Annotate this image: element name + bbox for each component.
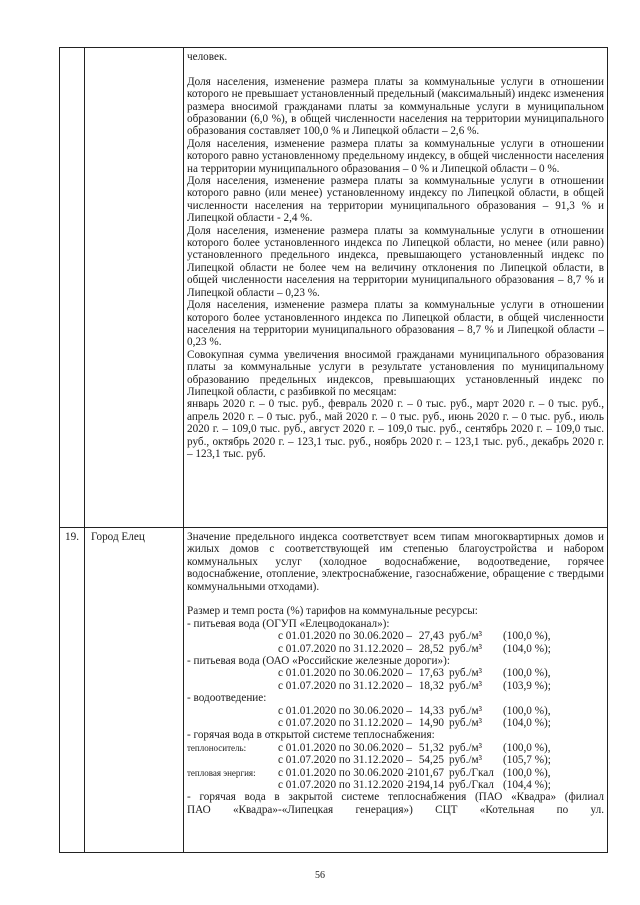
tariff-row (187, 705, 604, 717)
table-right-border (607, 47, 608, 853)
tariff-unit: руб./м³ (449, 667, 482, 680)
tariff-value: 54,25 (418, 754, 444, 767)
page-number: 56 (315, 870, 325, 881)
tariff-row (187, 717, 604, 729)
tariff-value: 18,32 (418, 679, 444, 692)
tariff-value: 28,52 (418, 642, 444, 655)
group-title: - питьевая вода (ОГУП «Елецводоканал»): (187, 617, 390, 630)
column-divider-2 (183, 47, 184, 853)
tariff-unit: руб./м³ (449, 630, 482, 643)
text-line: человек. (187, 51, 228, 63)
tariff-row (187, 680, 604, 692)
tariff-period: с 01.07.2020 по 31.12.2020 – (278, 778, 413, 791)
share-paragraph-4: Доля населения, изменение размера платы за коммунальные услуги в отношении которого более установленного индекса по Липецкой области, но менее (или равно) установленного предельного индекса, превышающего установленный индекс по Липецкой области не более чем на величину отклонения по Липецкой области, в общей численности населения на территории муниципального образования – 8,7 % и Липецкой области – 0,23 %. (187, 224, 604, 299)
tariff-unit: руб./м³ (449, 717, 482, 729)
share-paragraph-1: Доля населения, изменение размера платы за коммунальные услуги в отношении которого не превышает установленный предельный (максимальный) индекс изменения размера вносимой гражданами платы за коммунальные услуги в муниципальном образовании (6,0 %), в общей численности населения на территории муниципального образования составляет 100,0 % и Липецкой области – 2,6 %. (187, 75, 604, 138)
tariff-row (187, 767, 604, 779)
table-top-border (59, 47, 608, 48)
tariff-unit: руб./Гкал (449, 766, 494, 779)
tariff-row (187, 779, 604, 791)
tariff-period: с 01.01.2020 по 30.06.2020 – (278, 704, 413, 717)
tariffs-heading: Размер и темп роста (%) тарифов на коммунальные ресурсы: (187, 605, 478, 618)
column-divider-1 (84, 47, 85, 853)
tariff-growth: (100,0 %), (503, 766, 551, 779)
tariff-period: с 01.01.2020 по 30.06.2020 – (278, 630, 413, 643)
tariff-row (187, 742, 604, 754)
tariff-period: с 01.07.2020 по 31.12.2020 – (278, 754, 413, 767)
tariff-unit: руб./м³ (449, 741, 482, 754)
tariff-period: с 01.07.2020 по 31.12.2020 – (278, 717, 413, 729)
share-paragraph-5: Доля населения, изменение размера платы за коммунальные услуги в отношении которого более установленного индекса по Липецкой области, в общей численности населения на территории муниципального образования – 8,7 % и Липецкой области – 0,23 %. (187, 299, 604, 349)
group-title: - горячая вода в открытой системе теплоснабжения: (187, 729, 435, 742)
tariff-unit: руб./м³ (449, 642, 482, 655)
tariff-row (187, 643, 604, 655)
tariff-growth: (105,7 %); (503, 754, 551, 767)
tariff-period: с 01.01.2020 по 30.06.2020 – (278, 766, 413, 779)
tariff-growth: (104,0 %); (503, 717, 551, 729)
tariff-value: 2194,14 (407, 778, 444, 791)
row-prev-content (187, 51, 604, 460)
tariff-growth: (100,0 %), (503, 667, 551, 680)
row19-content (187, 531, 604, 816)
municipality-name: Город Елец (91, 531, 145, 543)
row-divider (59, 527, 608, 528)
total-increase-paragraph: Совокупная сумма увеличения вносимой гражданами муниципального образования платы за коммунальные услуги в результате установления по муниципальному образованию предельных индексов, превышающих установленный индекс по Липецкой области, с разбивкой по месяцам: (187, 348, 604, 398)
tariff-value: 14,90 (418, 717, 444, 729)
tariff-unit: руб./м³ (449, 754, 482, 767)
table-bottom-border (59, 852, 608, 853)
tariff-period: с 01.01.2020 по 30.06.2020 – (278, 741, 413, 754)
tariff-growth: (100,0 %), (503, 704, 551, 717)
closed-system-line-2: ПАО «Квадра»-«Липецкая генерация») СЦТ «Котельная по ул. (187, 803, 604, 816)
closed-system-line-1: - горячая вода в закрытой системе теплоснабжения (ПАО «Квадра» (филиал (187, 791, 604, 804)
index-intro-paragraph: Значение предельного индекса соответствует всем типам многоквартирных домов и жилых домов с соответствующей им степенью благоустройства и набором коммунальных услуг (холодное водоснабжение, водоотведение, горячее водоснабжение, отопление, электроснабжение, газоснабжение, обращение с твердыми коммунальными отходами). (187, 531, 604, 593)
tariff-label: тепловая энергия: (187, 767, 256, 778)
tariff-period: с 01.07.2020 по 31.12.2020 – (278, 679, 413, 692)
tariff-growth: (104,4 %); (503, 778, 551, 791)
tariff-growth: (100,0 %), (503, 630, 551, 643)
share-paragraph-3: Доля населения, изменение размера платы за коммунальные услуги в отношении которого равно (или менее) установленному индексу по Липецкой области, в общей численности населения на территории муниципального образования – 91,3 % и Липецкой области - 2,4 %. (187, 175, 604, 225)
tariff-period: с 01.07.2020 по 31.12.2020 – (278, 642, 413, 655)
tariff-value: 27,43 (418, 630, 444, 643)
group-title: - водоотведение: (187, 692, 267, 705)
monthly-breakdown-paragraph: январь 2020 г. – 0 тыс. руб., февраль 2020 г. – 0 тыс. руб., март 2020 г. – 0 тыс. руб., апрель 2020 г. – 0 тыс. руб., май 2020 г. – 0 тыс. руб., июнь 2020 г. – 0 тыс. руб., июль 2020 г. – 109,0 тыс. руб., август 2020 г. – 109,0 тыс. руб., сентябрь 2020 г. – 109,0 тыс. руб., октябрь 2020 г. – 123,1 тыс. руб., ноябрь 2020 г. – 123,1 тыс. руб., декабрь 2020 г. – 123,1 тыс. руб. (187, 398, 604, 460)
tariff-unit: руб./м³ (449, 704, 482, 717)
tariff-label: теплоноситель: (187, 742, 247, 753)
table-left-border (59, 47, 60, 853)
tariff-value: 2101,67 (407, 766, 444, 779)
tariff-value: 14,33 (418, 704, 444, 717)
tariff-unit: руб./Гкал (449, 778, 494, 791)
tariff-value: 51,32 (418, 741, 444, 754)
group-title: - питьевая вода (ОАО «Российские железные дороги»): (187, 655, 450, 668)
tariff-growth: (104,0 %); (503, 642, 551, 655)
tariff-row (187, 667, 604, 679)
tariff-row (187, 630, 604, 642)
tariff-value: 17,63 (418, 667, 444, 680)
tariff-unit: руб./м³ (449, 679, 482, 692)
tariff-row (187, 754, 604, 766)
share-paragraph-2: Доля населения, изменение размера платы за коммунальные услуги в отношении которого равно установленному предельному индексу, в общей численности населения на территории муниципального образования – 0 % и Липецкой области – 0 %. (187, 137, 604, 175)
row-number: 19. (65, 531, 79, 543)
tariff-growth: (100,0 %), (503, 741, 551, 754)
tariff-period: с 01.01.2020 по 30.06.2020 – (278, 667, 413, 680)
tariff-growth: (103,9 %); (503, 679, 551, 692)
